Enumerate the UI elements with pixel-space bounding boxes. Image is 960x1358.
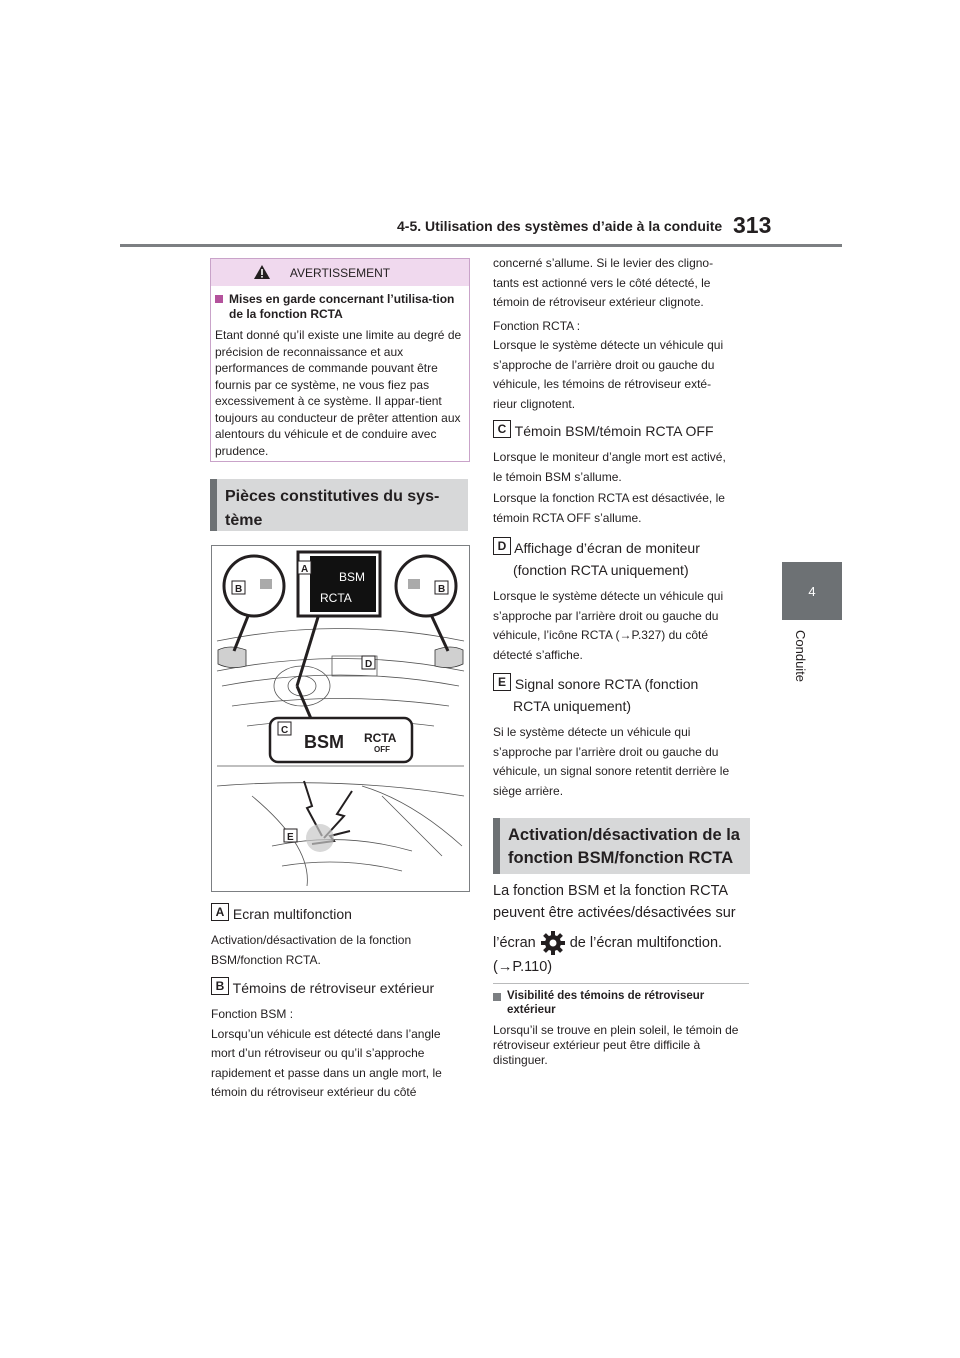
chapter-label: Conduite <box>793 630 808 683</box>
indicator-rcta: RCTA <box>364 731 397 745</box>
header-rule <box>120 244 842 247</box>
screen-rcta-text: RCTA <box>320 591 352 605</box>
item-a <box>211 903 471 970</box>
divider <box>493 983 749 984</box>
gear-icon <box>540 930 566 956</box>
chapter-tab[interactable]: 4 <box>782 562 842 620</box>
label-e: E <box>493 673 511 691</box>
item-a-text: Activation/désactivation de la fonction BSM/fonction RCTA. <box>211 933 412 967</box>
bullet-square-icon <box>215 295 223 303</box>
screen-bsm-text: BSM <box>339 570 366 584</box>
label-d: D <box>493 537 511 555</box>
section-title: 4-5. Utilisation des systèmes d’aide à la conduite <box>397 218 723 234</box>
item-b-title: Témoins de rétroviseur extérieur <box>232 980 435 996</box>
warning-header <box>211 259 469 286</box>
warning-icon <box>253 264 271 280</box>
bullet-square-icon <box>493 993 501 1001</box>
section-header-components: Pièces constitutives du sys- tème <box>210 479 468 531</box>
label-a: A <box>211 903 229 921</box>
fig-label-d: D <box>365 659 373 670</box>
label-b: B <box>211 977 229 995</box>
warning-body: Etant donné qu’il existe une limite au degré de précision de reconnaissance et aux performances de commande pouvant être fournis par ce système, ne vous fiez pas excessivement à ce système. Il appar-tient toujours au conducteur de prêter attention aux alentours du véhicule et de conduire avec prudence. <box>215 328 462 458</box>
fig-label-a: A <box>301 564 309 575</box>
warning-subtitle: Mises en garde concernant l’utilisa-tion de la fonction RCTA <box>211 286 469 322</box>
label-c: C <box>493 420 511 438</box>
warning-title: AVERTISSEMENT <box>289 265 391 280</box>
item-a-title: Ecran multifonction <box>232 906 352 922</box>
fig-label-b-left: B <box>235 584 243 595</box>
fig-label-b-right: B <box>438 584 446 595</box>
activation-text: La fonction BSM et la fonction RCTA peuvent être activées/désactivées sur l’écran de l’écran multifonction. (→P.110) <box>493 880 755 978</box>
warning-box <box>210 258 470 462</box>
visibility-title: Visibilité des témoins de rétroviseur extérieur <box>507 990 705 1016</box>
item-b: B Témoins de rétroviseur extérieur Fonction BSM : Lorsqu’un véhicule est détecté dans l’angle mort d’un rétroviseur ou qu’il s’approche rapidement et passe dans un angle mort, le témoin du rétroviseur extérieur du côté <box>211 979 442 1099</box>
dashboard-illustration <box>212 546 469 891</box>
item-d: D Affichage d’écran de moniteur (fonction RCTA uniquement) Lorsque le système détecte un véhicule qui s’approche par l’arrière droit ou gauche du véhicule, l’icône RCTA (→P.327) du côté détecté s’affiche. <box>493 539 724 662</box>
item-c: C Témoin BSM/témoin RCTA OFF Lorsque le moniteur d’angle mort est activé, le témoin BSM s’allume. Lorsque la fonction RCTA est désactivée, le témoin RCTA OFF s’allume. <box>493 422 726 525</box>
indicator-bsm: BSM <box>304 732 344 752</box>
page-number: 313 <box>733 212 772 238</box>
system-illustration <box>211 545 470 892</box>
item-b-continued: concerné s’allume. Si le levier des cligno- tants est actionné vers le côté détecté, le témoin de rétroviseur extérieur clignote. Fonction RCTA : Lorsque le système détecte un véhicule qui s’approche de l’arrière droit ou gauche du véhicule, les témoins de rétroviseur exté- rieur clignotent. <box>493 256 724 411</box>
visibility-note <box>493 990 749 1068</box>
item-e: E Signal sonore RCTA (fonction RCTA uniquement) Si le système détecte un véhicule qui s’approche par l’arrière droit ou gauche du véhicule, un signal sonore retentit derrière le siège arrière. <box>493 675 730 798</box>
fig-label-e: E <box>287 832 294 843</box>
indicator-off: OFF <box>374 745 390 754</box>
visibility-body: Lorsqu’il se trouve en plein soleil, le témoin de rétroviseur extérieur peut être difficile à distinguer. <box>493 1023 739 1067</box>
page-reference-link[interactable]: (→P.110) <box>493 959 553 975</box>
fig-label-c: C <box>281 725 289 736</box>
section-header-activation: Activation/désactivation de la fonction BSM/fonction RCTA <box>493 818 750 874</box>
